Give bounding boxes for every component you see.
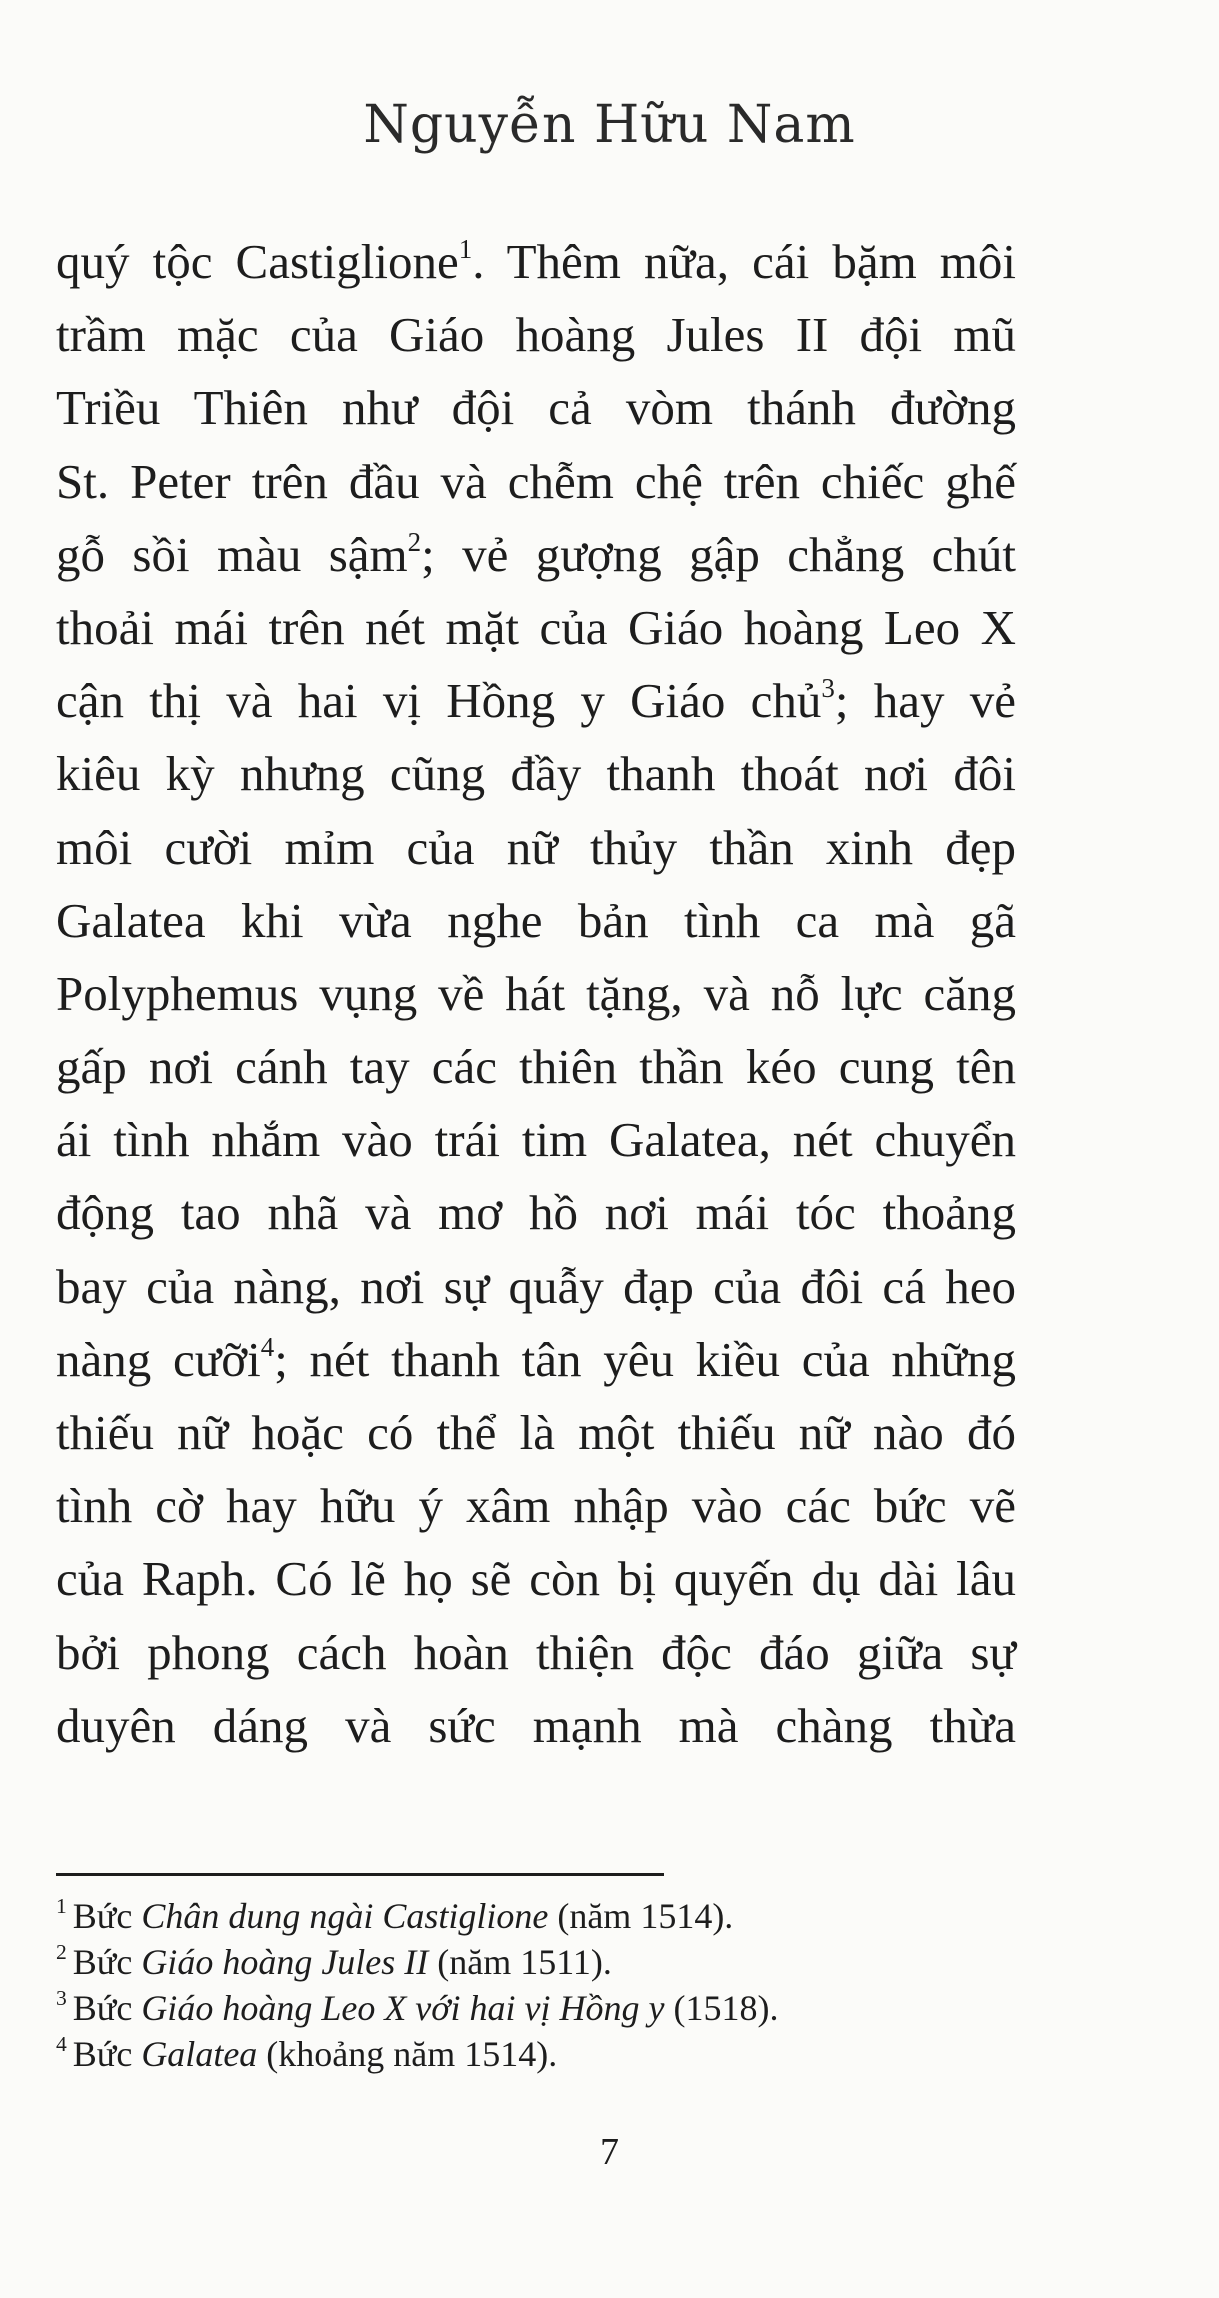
footnote-title: Giáo hoàng Jules II bbox=[141, 1942, 429, 1982]
body-line: trầm mặc của Giáo hoàng Jules II đội mũ bbox=[56, 307, 1016, 363]
footnote-number: 1 bbox=[56, 1893, 67, 1918]
body-line: kiêu kỳ nhưng cũng đầy thanh thoát nơi đôi bbox=[56, 746, 1016, 802]
footnote-ref: 1 bbox=[458, 233, 473, 264]
body-line: tình cờ hay hữu ý xâm nhập vào các bức vẽ bbox=[56, 1478, 1016, 1534]
body-text bbox=[56, 225, 1016, 1762]
body-line: Polyphemus vụng về hát tặng, và nỗ lực căng bbox=[56, 965, 1016, 1021]
body-line: Galatea khi vừa nghe bản tình ca mà gã bbox=[56, 892, 1016, 948]
footnote-number: 3 bbox=[56, 1985, 67, 2010]
footnotes bbox=[56, 1893, 1016, 2077]
body-line: gỗ sồi màu sậm$^2$; vẻ gượng gập chẳng chút bbox=[56, 526, 1016, 582]
body-line: nàng cưỡi$^4$; nét thanh tân yêu kiều của những bbox=[56, 1331, 1016, 1387]
page-number: 7 bbox=[600, 2131, 619, 2173]
footnote-ref: 3 bbox=[821, 672, 835, 703]
body-line: gấp nơi cánh tay các thiên thần kéo cung tên bbox=[56, 1039, 1016, 1095]
footnote-ref: 4 bbox=[260, 1331, 275, 1362]
footnote-item: $^4$ Bức Galatea (khoảng năm 1514). bbox=[56, 2031, 558, 2074]
body-line: của Raph. Có lẽ họ sẽ còn bị quyến dụ dài lâu bbox=[56, 1551, 1016, 1607]
body-line: quý tộc Castiglione$^1$. Thêm nữa, cái bặm môi bbox=[56, 233, 1016, 289]
body-line: thoải mái trên nét mặt của Giáo hoàng Leo X bbox=[56, 599, 1016, 655]
body-line: duyên dáng và sức mạnh mà chàng thừa bbox=[56, 1697, 1016, 1753]
body-line: Triều Thiên như đội cả vòm thánh đường bbox=[56, 380, 1016, 436]
footnote-item: $^3$ Bức Giáo hoàng Leo X với hai vị Hồng y (1518). bbox=[56, 1985, 779, 2028]
body-line: bởi phong cách hoàn thiện độc đáo giữa sự bbox=[56, 1624, 1016, 1680]
footnote-title: Chân dung ngài Castiglione bbox=[141, 1896, 549, 1936]
footnote-item: $^2$ Bức Giáo hoàng Jules II (năm 1511). bbox=[56, 1939, 612, 1982]
footnote-number: 2 bbox=[56, 1939, 67, 1964]
body-line: St. Peter trên đầu và chễm chệ trên chiếc ghế bbox=[56, 453, 1016, 509]
body-line: thiếu nữ hoặc có thể là một thiếu nữ nào đó bbox=[56, 1405, 1016, 1460]
body-line: ái tình nhắm vào trái tim Galatea, nét chuyển bbox=[56, 1112, 1016, 1168]
body-line: cận thị và hai vị Hồng y Giáo chủ$^3$; hay vẻ bbox=[56, 672, 1016, 729]
body-line: động tao nhã và mơ hồ nơi mái tóc thoảng bbox=[56, 1185, 1016, 1241]
running-header-author: Nguyễn Hữu Nam bbox=[363, 95, 856, 155]
footnote-divider bbox=[56, 1873, 664, 1876]
body-line: bay của nàng, nơi sự quẫy đạp của đôi cá heo bbox=[56, 1258, 1016, 1314]
body-line: môi cười mỉm của nữ thủy thần xinh đẹp bbox=[56, 819, 1016, 875]
footnote-number: 4 bbox=[56, 2031, 67, 2056]
footnote-title: Galatea bbox=[141, 2034, 258, 2074]
footnote-item: $^1$ Bức Chân dung ngài Castiglione (năm 1514). bbox=[56, 1893, 734, 1936]
footnote-ref: 2 bbox=[407, 526, 422, 557]
footnote-title: Giáo hoàng Leo X với hai vị Hồng y bbox=[141, 1988, 665, 2028]
